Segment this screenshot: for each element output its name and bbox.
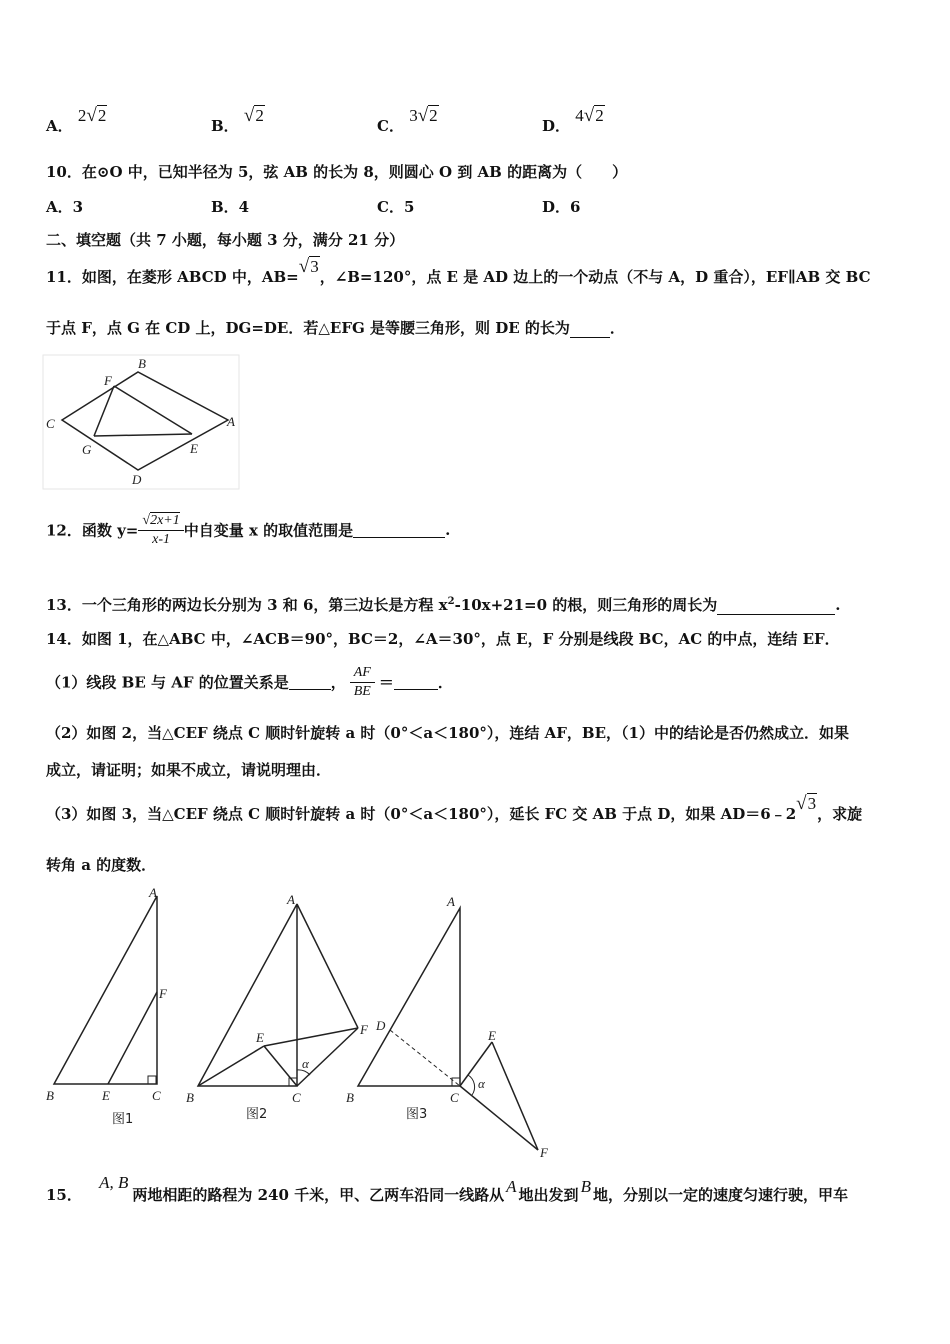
q9-option-d: D． 4√2: [542, 105, 604, 135]
radical: √3: [298, 256, 319, 277]
section-heading: 二、填空题（共 7 小题，每小题 3 分，满分 21 分）: [46, 231, 405, 249]
radical: 3√2: [409, 105, 438, 126]
label-d: D: [376, 1018, 386, 1033]
label-f: F: [360, 1022, 368, 1037]
label-a: A: [287, 892, 295, 907]
figure-caption: 图3: [406, 1107, 428, 1122]
q9-option-c: C． 3√2: [377, 105, 438, 135]
label-b: B: [346, 1090, 354, 1105]
q12-text: 12．函数 y= $\frac{√2x+1}{x-1}$ 中自变量 x 的取值范围是 .: [46, 513, 451, 547]
radical: 2√2: [77, 105, 107, 126]
label-b: B: [186, 1090, 194, 1105]
q14-part3-line2: 转角 a 的度数．: [46, 856, 157, 874]
label-d: D: [132, 472, 142, 487]
label-g: G: [82, 442, 92, 457]
label-b: B: [138, 356, 146, 371]
label-a: A: [227, 414, 235, 429]
q10-option-c: C．5: [377, 198, 415, 216]
answer-blank: [570, 323, 610, 338]
q11-line2: 于点 F，点 G 在 CD 上，DG=DE．若△EFG 是等腰三角形，则 DE 的长为 ．: [46, 319, 625, 337]
q12-fraction: $\frac{√2x+1}{x-1}$: [138, 512, 183, 548]
label-e: E: [102, 1088, 110, 1103]
q14-figure-3: [340, 880, 570, 1180]
answer-blank: [717, 600, 835, 615]
q10-option-d: D．6: [542, 198, 581, 216]
figure-caption: 图2: [246, 1107, 268, 1122]
q11-rhombus-figure: [42, 352, 242, 492]
answer-blank: [289, 675, 331, 690]
q14-main: 14．如图 1，在△ABC 中，∠ACB＝90°，BC＝2，∠A＝30°，点 E，F 分别是线段 BC，AC 的中点，连结 EF．: [46, 630, 840, 648]
q15-text: 15． A, B两地相距的路程为 240 千米，甲、乙两车沿同一线路从 A 地出发到 B 地，分别以一定的速度匀速行驶，甲车: [46, 1173, 848, 1204]
q10-option-b: B．4: [211, 198, 250, 216]
answer-blank: [394, 675, 438, 690]
label-alpha: α: [302, 1056, 309, 1071]
label-f: F: [159, 986, 167, 1001]
label-f: F: [540, 1145, 548, 1160]
label-f: F: [104, 373, 112, 388]
label-c: C: [292, 1090, 301, 1105]
q14-part1: （1）线段 BE 与 AF 的位置关系是 ， $\frac{AF}{BE}$ ＝ ．: [46, 665, 453, 699]
q9-option-a: A． 2√2: [46, 105, 107, 135]
label-a: A: [447, 894, 455, 909]
label-e: E: [488, 1028, 496, 1043]
label-b: B: [46, 1088, 54, 1103]
q14-part3-line1: （3）如图 3，当△CEF 绕点 C 顺时针旋转 a 时（0°＜a＜180°），延长 FC 交 AB 于点 D，如果 AD＝6﹣2√3，求旋: [46, 793, 863, 823]
radical: √3: [796, 793, 817, 814]
label-alpha: α: [478, 1076, 485, 1091]
q13-text: 13．一个三角形的两边长分别为 3 和 6，第三边长是方程 $x^2-10x+21=0$ 的根，则三角形的周长为 .: [46, 596, 841, 614]
figure-caption: 图1: [112, 1112, 134, 1127]
q10-text: 10．在⊙O 中，已知半径为 5，弦 AB 的长为 8，则圆心 O 到 AB 的距离为（ ）: [46, 163, 628, 181]
label-c: C: [450, 1090, 459, 1105]
label-a: A: [149, 885, 157, 900]
radical: √2: [243, 105, 264, 126]
label-c: C: [152, 1088, 161, 1103]
q14-part2-line2: 成立，请证明；如果不成立，请说明理由．: [46, 761, 332, 779]
label-c: C: [46, 416, 55, 431]
radical: 4√2: [575, 105, 604, 126]
q9-option-b: B． √2: [211, 105, 264, 135]
answer-blank: [353, 523, 445, 538]
q10-option-a: A．3: [46, 198, 84, 216]
label-e: E: [190, 441, 198, 456]
q14-fraction: $\frac{AF}{BE}$: [350, 664, 375, 700]
q11-line1: 11．如图，在菱形 ABCD 中，AB=√3，∠B=120°，点 E 是 AD 边上的一个动点（不与 A，D 重合），EF∥AB 交 BC: [46, 256, 871, 286]
q14-part2-line1: （2）如图 2，当△CEF 绕点 C 顺时针旋转 a 时（0°＜a＜180°），连结 AF，BE，（1）中的结论是否仍然成立．如果: [46, 724, 849, 742]
q14-figure-1: [40, 880, 180, 1130]
label-e: E: [256, 1030, 264, 1045]
